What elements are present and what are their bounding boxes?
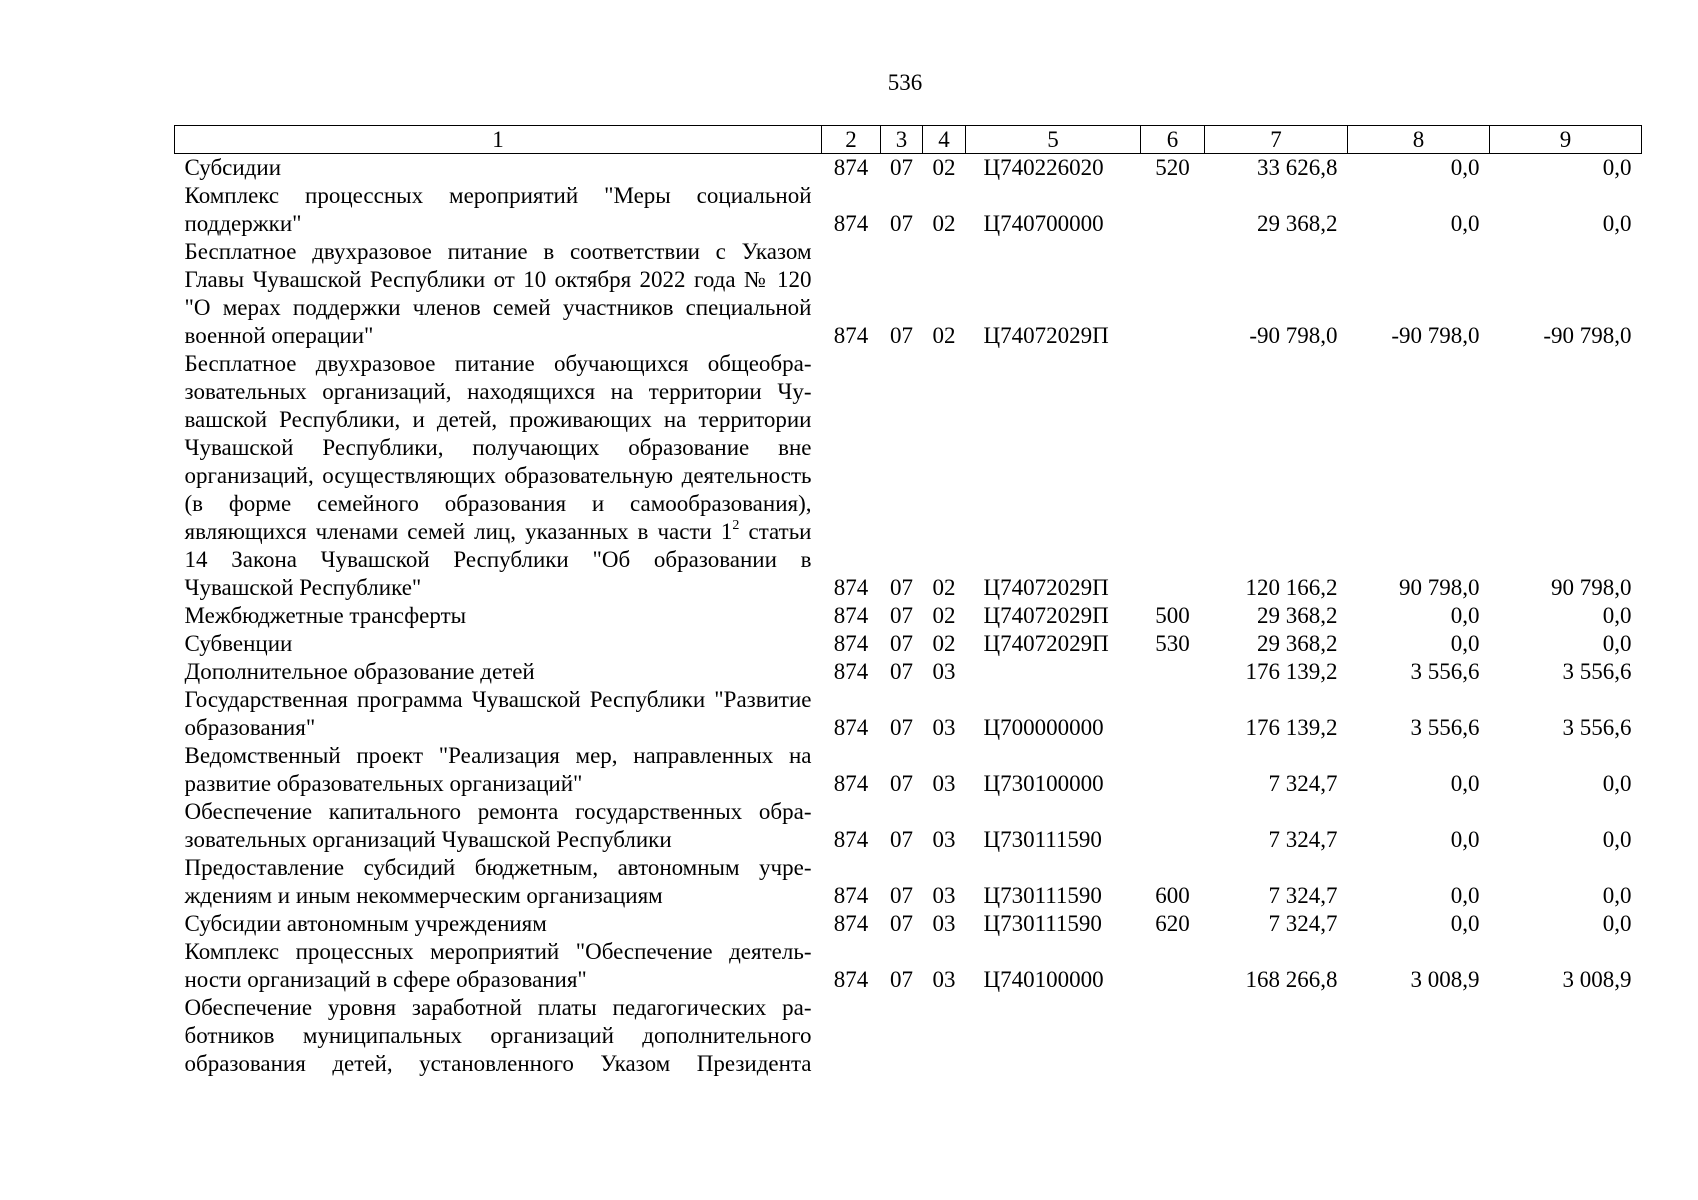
row-section: 07	[890, 323, 913, 348]
table-row	[175, 238, 1642, 350]
row-value-8: 3 008,9	[1410, 967, 1480, 992]
row-expense-type: 500	[1155, 603, 1190, 628]
row-value-7: 168 266,8	[1245, 967, 1338, 992]
row-target: Ц730100000	[983, 771, 1104, 796]
row-value-8: 3 556,6	[1410, 715, 1480, 740]
row-value-9: 0,0	[1602, 911, 1632, 936]
row-subsection: 03	[932, 771, 956, 796]
row-expense-type	[1141, 938, 1205, 994]
row-value-8: 0,0	[1450, 827, 1480, 852]
header-col-8: 8	[1348, 126, 1490, 154]
table-row	[175, 154, 1642, 183]
row-value-8: 0,0	[1450, 155, 1480, 180]
row-section: 07	[890, 827, 913, 852]
row-section: 07	[890, 967, 913, 992]
row-name: Субвенции	[184, 631, 293, 656]
row-value-9: 0,0	[1602, 771, 1632, 796]
row-name: Бесплатное двухразовое питание в соответствии с Указом Главы Чувашской Республики от 10 октября 2022 года № 120 "О мерах поддержки членов семей участников специальной военной операции"	[184, 239, 812, 348]
row-name: Предоставление субсидий бюджетным, автономным учреждениям и иным некоммерческим организациям	[184, 855, 812, 908]
row-value-8: 0,0	[1450, 631, 1480, 656]
row-subsection: 02	[932, 575, 956, 600]
row-value-8: 0,0	[1450, 211, 1480, 236]
table-row	[175, 798, 1642, 854]
table-row	[175, 994, 1642, 1078]
budget-table	[174, 125, 1642, 1078]
row-value-9: 0,0	[1602, 603, 1632, 628]
table-row	[175, 658, 1642, 686]
header-col-5: 5	[966, 126, 1141, 154]
header-row	[175, 126, 1642, 154]
row-value-7: 176 139,2	[1245, 715, 1338, 740]
row-value-9: 90 798,0	[1551, 575, 1632, 600]
row-expense-type: 620	[1155, 911, 1190, 936]
table-row	[175, 910, 1642, 938]
row-value-8: 0,0	[1450, 771, 1480, 796]
row-subsection: 02	[932, 631, 956, 656]
row-subsection: 02	[932, 211, 956, 236]
row-admin: 874	[833, 211, 869, 236]
row-subsection: 03	[932, 827, 956, 852]
row-section: 07	[890, 771, 913, 796]
row-value-8: 0,0	[1450, 603, 1480, 628]
row-value-9: 3 008,9	[1562, 967, 1632, 992]
row-expense-type: 530	[1155, 631, 1190, 656]
row-admin: 874	[833, 883, 869, 908]
row-value-8: 0,0	[1450, 911, 1480, 936]
row-value-7: 7 324,7	[1268, 883, 1338, 908]
row-value-8: 3 556,6	[1410, 659, 1480, 684]
row-admin: 874	[833, 967, 869, 992]
row-name: Обеспечение уровня заработной платы педагогических работников муниципальных организаций дополнительного образования детей, установленного Указом Президента	[184, 995, 812, 1076]
row-admin: 874	[833, 715, 869, 740]
row-value-9: -90 798,0	[1543, 323, 1632, 348]
header-col-6: 6	[1141, 126, 1205, 154]
row-section: 07	[890, 715, 913, 740]
row-section: 07	[890, 911, 913, 936]
row-target: Ц730111590	[983, 883, 1102, 908]
row-name-part: Бесплатное двухразовое питание обучающихся общеобразовательных организаций, находящихся на территории Чувашской Республики, и детей, проживающих на территории Чувашской Республики, получающих образование вне организаций, осуществляющих образовательную деятельность (в форме семейного образования и самообразования), являющихся членами семей лиц, указанных в части 1	[184, 351, 812, 544]
row-name-part: статьи 14 Закона Чувашской Республики "Об образовании в Чувашской Республике"	[184, 519, 812, 600]
row-name: Ведомственный проект "Реализация мер, направленных на развитие образовательных организаций"	[184, 743, 812, 796]
row-target: Ц700000000	[983, 715, 1104, 740]
row-subsection: 03	[932, 715, 956, 740]
row-section: 07	[890, 603, 913, 628]
row-admin: 874	[833, 631, 869, 656]
row-admin	[822, 994, 881, 1078]
row-name: Дополнительное образование детей	[184, 659, 535, 684]
row-admin: 874	[833, 659, 869, 684]
row-subsection: 03	[932, 967, 956, 992]
row-expense-type: 600	[1155, 883, 1190, 908]
row-value-9	[1490, 994, 1642, 1078]
row-target: Ц730111590	[983, 911, 1102, 936]
table-row	[175, 630, 1642, 658]
row-section: 07	[890, 659, 913, 684]
row-admin: 874	[833, 603, 869, 628]
row-value-9: 3 556,6	[1562, 715, 1632, 740]
row-name: Субсидии автономным учреждениям	[184, 911, 547, 936]
row-target	[966, 658, 1141, 686]
table-row	[175, 350, 1642, 602]
row-subsection: 02	[932, 155, 956, 180]
row-value-7: 29 368,2	[1257, 631, 1338, 656]
row-value-7: 33 626,8	[1257, 155, 1338, 180]
row-expense-type	[1141, 686, 1205, 742]
row-expense-type	[1141, 742, 1205, 798]
row-admin: 874	[833, 575, 869, 600]
row-value-7: 29 368,2	[1257, 211, 1338, 236]
row-subsection	[923, 994, 966, 1078]
row-value-9: 0,0	[1602, 827, 1632, 852]
row-subsection: 03	[932, 911, 956, 936]
row-name: Комплекс процессных мероприятий "Обеспечение деятельности организаций в сфере образования"	[184, 939, 812, 992]
table-row	[175, 686, 1642, 742]
row-value-7: 7 324,7	[1268, 911, 1338, 936]
row-section: 07	[890, 155, 913, 180]
row-target: Ц74072029П	[983, 631, 1109, 656]
row-value-7: -90 798,0	[1249, 323, 1338, 348]
row-subsection: 03	[932, 883, 956, 908]
row-name: Комплекс процессных мероприятий "Меры социальной поддержки"	[184, 183, 812, 236]
row-name: Субсидии	[184, 155, 282, 180]
row-name: Межбюджетные трансферты	[184, 603, 467, 628]
row-admin: 874	[833, 771, 869, 796]
table-row	[175, 602, 1642, 630]
row-admin: 874	[833, 155, 869, 180]
header-col-9: 9	[1490, 126, 1642, 154]
row-expense-type	[1141, 350, 1205, 602]
row-target: Ц740226020	[983, 155, 1104, 180]
header-col-4: 4	[923, 126, 966, 154]
row-value-7: 29 368,2	[1257, 603, 1338, 628]
row-name-superscript: 2	[732, 518, 740, 533]
page-number: 536	[887, 70, 923, 95]
row-value-8: 90 798,0	[1399, 575, 1480, 600]
row-subsection: 02	[932, 323, 956, 348]
row-name	[175, 350, 822, 602]
row-section: 07	[890, 211, 913, 236]
row-section: 07	[890, 631, 913, 656]
row-name: Обеспечение капитального ремонта государственных образовательных организаций Чувашской Республики	[184, 799, 812, 852]
row-expense-type	[1141, 658, 1205, 686]
table-row	[175, 854, 1642, 910]
row-expense-type	[1141, 238, 1205, 350]
row-expense-type	[1141, 798, 1205, 854]
header-col-3: 3	[881, 126, 923, 154]
row-target: Ц74072029П	[983, 323, 1109, 348]
row-target: Ц740700000	[983, 211, 1104, 236]
row-target: Ц740100000	[983, 967, 1104, 992]
row-value-9: 3 556,6	[1562, 659, 1632, 684]
row-expense-type: 520	[1155, 155, 1190, 180]
table-row	[175, 742, 1642, 798]
row-value-9: 0,0	[1602, 155, 1632, 180]
table-row	[175, 938, 1642, 994]
row-expense-type	[1141, 994, 1205, 1078]
row-expense-type	[1141, 182, 1205, 238]
row-admin: 874	[833, 323, 869, 348]
row-subsection: 03	[932, 659, 956, 684]
row-value-9: 0,0	[1602, 631, 1632, 656]
row-name: Государственная программа Чувашской Республики "Развитие образования"	[184, 687, 812, 740]
row-section: 07	[890, 575, 913, 600]
row-target: Ц730111590	[983, 827, 1102, 852]
row-value-9: 0,0	[1602, 883, 1632, 908]
row-value-8: 0,0	[1450, 883, 1480, 908]
row-subsection: 02	[932, 603, 956, 628]
row-section	[881, 994, 923, 1078]
row-section: 07	[890, 883, 913, 908]
header-col-1: 1	[175, 126, 822, 154]
header-col-7: 7	[1205, 126, 1348, 154]
header-col-2: 2	[822, 126, 881, 154]
row-value-9: 0,0	[1602, 211, 1632, 236]
table-row	[175, 182, 1642, 238]
row-value-7: 7 324,7	[1268, 771, 1338, 796]
row-value-8	[1348, 994, 1490, 1078]
row-value-7	[1205, 994, 1348, 1078]
row-target: Ц74072029П	[983, 603, 1109, 628]
row-value-7: 7 324,7	[1268, 827, 1338, 852]
row-target	[966, 994, 1141, 1078]
row-value-7: 120 166,2	[1245, 575, 1338, 600]
row-admin: 874	[833, 827, 869, 852]
row-value-8: -90 798,0	[1391, 323, 1480, 348]
row-target: Ц74072029П	[983, 575, 1109, 600]
row-admin: 874	[833, 911, 869, 936]
row-value-7: 176 139,2	[1245, 659, 1338, 684]
